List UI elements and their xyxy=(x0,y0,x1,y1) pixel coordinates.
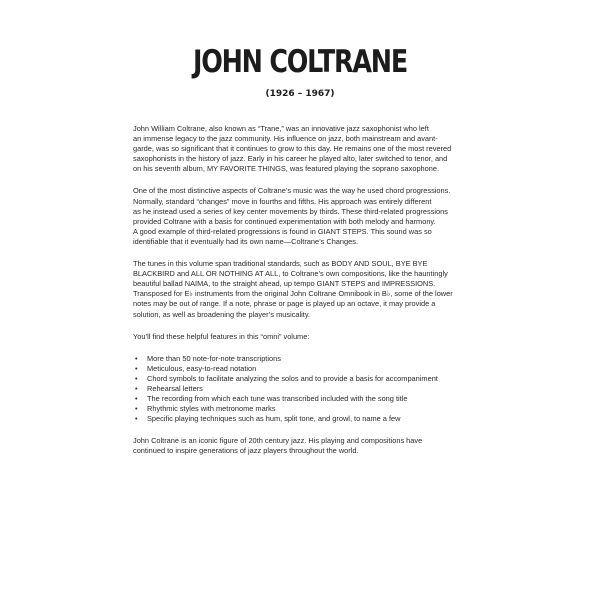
bullet-icon: • xyxy=(135,383,138,393)
text-line: A good example of third-related progressions is found in GIANT STEPS. This sound was so xyxy=(133,226,432,236)
text-line: provided Coltrane with a basis for continued experimentation with both melody and harmony. xyxy=(133,216,436,226)
list-item-text: Meticulous, easy-to-read notation xyxy=(147,363,257,373)
bullet-icon: • xyxy=(135,404,138,414)
list-item-text: Rehearsal letters xyxy=(147,383,203,393)
text-line: BLACKBIRD and ALL OR NOTHING AT ALL, to Coltrane’s own compositions, like the hauntingly xyxy=(133,269,448,279)
body-text xyxy=(133,124,473,469)
features-list xyxy=(133,354,473,425)
list-item xyxy=(133,374,473,384)
text-line: on his seventh album, MY FAVORITE THINGS, was featured playing the soprano saxophone. xyxy=(133,164,440,174)
text-line: One of the most distinctive aspects of Coltrane’s music was the way he used chord progressions. xyxy=(133,186,451,196)
text-line: notes may be out of range. If a note, phrase or page is played up an octave, it may provide a xyxy=(133,299,436,309)
list-item-text: More than 50 note-for-note transcriptions xyxy=(147,353,281,363)
bullet-icon: • xyxy=(135,363,138,373)
text-line: The tunes in this volume span traditional standards, such as BODY AND SOUL, BYE BYE xyxy=(133,259,428,269)
text-line: saxophonists in the history of jazz. Early in his career he played alto, later switched to tenor, and xyxy=(133,154,448,164)
bullet-icon: • xyxy=(135,353,138,363)
list-item xyxy=(133,364,473,374)
text-line: You’ll find these helpful features in this “omni” volume: xyxy=(133,331,310,341)
list-item xyxy=(133,354,473,364)
page-title: JOHN COLTRANE xyxy=(193,44,407,80)
paragraph-features-intro xyxy=(133,332,473,342)
list-item-text: The recording from which each tune was transcribed included with the song title xyxy=(147,394,408,404)
text-line: John Coltrane is an iconic figure of 20th century jazz. His playing and compositions have xyxy=(133,436,423,446)
text-line: John William Coltrane, also known as “Trane,” was an innovative jazz saxophonist who left xyxy=(133,124,429,133)
list-item xyxy=(133,414,473,424)
text-line: Transposed for E♭ instruments from the original John Coltrane Omnibook in B♭, some of the lower xyxy=(133,289,453,299)
list-item xyxy=(133,394,473,404)
text-line: solution, as well as broadening the player’s musicality. xyxy=(133,309,311,319)
bullet-icon: • xyxy=(135,394,138,404)
life-dates: (1926 – 1967) xyxy=(265,89,335,99)
text-line: an immense legacy to the jazz community. His influence on jazz, both mainstream and avant- xyxy=(133,134,438,144)
paragraph-tunes xyxy=(133,259,473,320)
text-line: Normally, standard “changes” move in fourths and fifths. His approach was entirely different xyxy=(133,196,432,206)
bullet-icon: • xyxy=(135,373,138,383)
list-item xyxy=(133,384,473,394)
list-item-text: Specific playing techniques such as hum, split tone, and growl, to name a few xyxy=(147,414,401,424)
text-line: identifiable that it eventually had its own name—Coltrane’s Changes. xyxy=(133,236,358,246)
text-line: beautiful ballad NAIMA, to the straight ahead, up tempo GIANT STEPS and IMPRESSIONS. xyxy=(133,279,436,289)
list-item-text: Rhythmic styles with metronome marks xyxy=(147,404,276,414)
bullet-icon: • xyxy=(135,414,138,424)
list-item xyxy=(133,404,473,414)
text-line: as he instead used a series of key center movements by thirds. These third-related progressions xyxy=(133,206,448,216)
text-line: garde, was so significant that it continues to grow to this day. He remains one of the most revered xyxy=(133,144,452,154)
list-item-text: Chord symbols to facilitate analyzing the solos and to provide a basis for accompaniment xyxy=(147,373,438,383)
paragraph-closing xyxy=(133,436,473,456)
paragraph-chord-progressions xyxy=(133,186,473,247)
paragraph-intro xyxy=(133,124,473,174)
text-line: continued to inspire generations of jazz players throughout the world. xyxy=(133,446,359,456)
